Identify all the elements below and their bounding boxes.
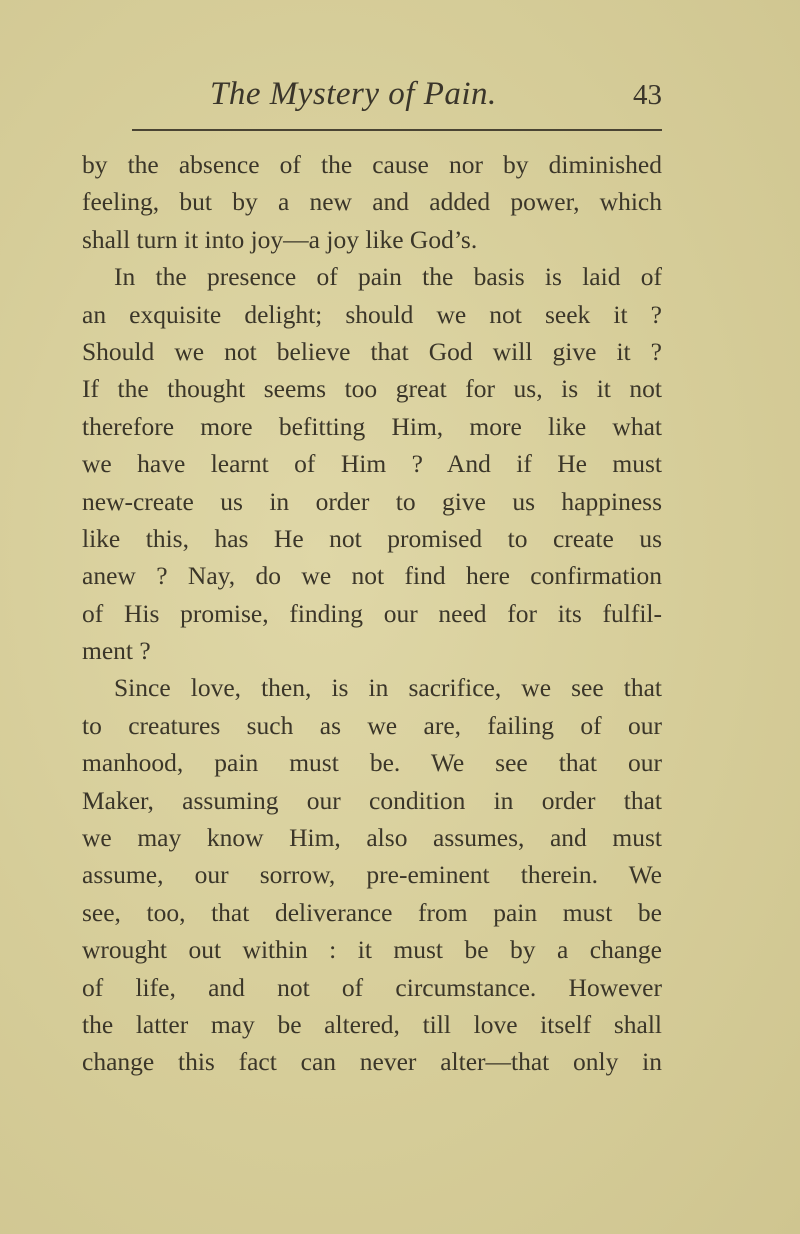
text-line: Maker, assuming our condition in order that <box>82 785 662 815</box>
text-line: see, too, that deliverance from pain must be <box>82 897 662 927</box>
text-line: Should we not believe that God will give it ? <box>82 336 662 366</box>
text-line: Since love, then, is in sacrifice, we see that <box>114 673 662 703</box>
body-text <box>82 146 662 1081</box>
text-line: an exquisite delight; should we not seek it ? <box>82 299 662 329</box>
text-line: ment ? <box>82 636 151 666</box>
running-title: The Mystery of Pain. <box>210 76 497 112</box>
text-line: assume, our sorrow, pre-eminent therein. We <box>82 860 662 890</box>
text-line: shall turn it into joy—a joy like God’s. <box>82 224 478 254</box>
text-line: of life, and not of circumstance. However <box>82 972 662 1002</box>
text-line: by the absence of the cause nor by diminished <box>82 150 662 179</box>
text-line: to creatures such as we are, failing of our <box>82 710 662 740</box>
page-number: 43 <box>633 79 662 111</box>
text-line: we have learnt of Him ? And if He must <box>82 449 662 479</box>
header-rule <box>132 129 662 131</box>
text-line: of His promise, finding our need for its fulfil- <box>82 598 662 628</box>
text-line: the latter may be altered, till love itself shall <box>82 1009 662 1039</box>
text-line: therefore more befitting Him, more like what <box>82 411 662 441</box>
text-line: manhood, pain must be. We see that our <box>82 748 662 778</box>
text-line: If the thought seems too great for us, is it not <box>82 374 662 404</box>
text-line: change this fact can never alter—that only in <box>82 1047 662 1077</box>
text-line: like this, has He not promised to create us <box>82 523 662 553</box>
text-line: new-create us in order to give us happiness <box>82 486 662 516</box>
running-head <box>210 76 662 120</box>
text-line: anew ? Nay, do we not find here confirmation <box>82 561 662 591</box>
text-line: wrought out within : it must be by a change <box>82 935 662 965</box>
text-line: In the presence of pain the basis is laid of <box>114 262 662 292</box>
text-line: feeling, but by a new and added power, which <box>82 187 662 217</box>
text-line: we may know Him, also assumes, and must <box>82 823 662 853</box>
